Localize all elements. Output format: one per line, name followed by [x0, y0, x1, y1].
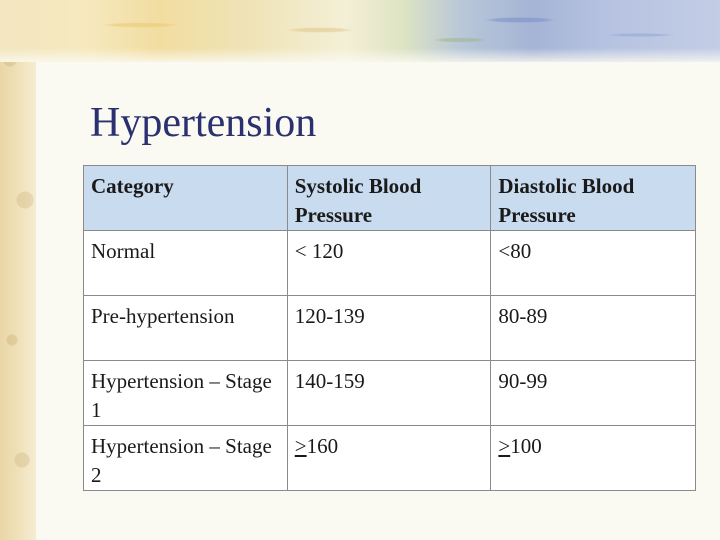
cell-category: Hypertension – Stage 1	[84, 361, 288, 426]
greater-equal-symbol: >	[498, 434, 511, 458]
slide-title: Hypertension	[90, 100, 317, 146]
cell-diastolic	[491, 426, 696, 491]
decorative-left-strip	[0, 0, 36, 540]
cell-systolic: < 120	[287, 231, 491, 296]
cell-systolic: 120-139	[287, 296, 491, 361]
cell-diastolic: <80	[491, 231, 696, 296]
header-systolic: Systolic Blood Pressure	[287, 166, 491, 231]
cell-systolic	[287, 426, 491, 491]
cell-category: Hypertension – Stage 2	[84, 426, 288, 491]
cell-category: Pre-hypertension	[84, 296, 288, 361]
cell-systolic: 140-159	[287, 361, 491, 426]
header-category: Category	[84, 166, 288, 231]
table-row	[84, 231, 696, 296]
table-row	[84, 426, 696, 491]
hypertension-table	[83, 165, 696, 491]
table-header-row	[84, 166, 696, 231]
greater-equal-symbol: >	[294, 434, 307, 458]
decorative-banner-fade	[0, 48, 720, 62]
diastolic-value: 100	[510, 434, 542, 458]
systolic-value: 160	[306, 434, 339, 458]
cell-diastolic: 80-89	[491, 296, 696, 361]
cell-category: Normal	[84, 231, 288, 296]
cell-diastolic: 90-99	[491, 361, 696, 426]
header-diastolic: Diastolic Blood Pressure	[491, 166, 696, 231]
table-row	[84, 296, 696, 361]
table-row	[84, 361, 696, 426]
